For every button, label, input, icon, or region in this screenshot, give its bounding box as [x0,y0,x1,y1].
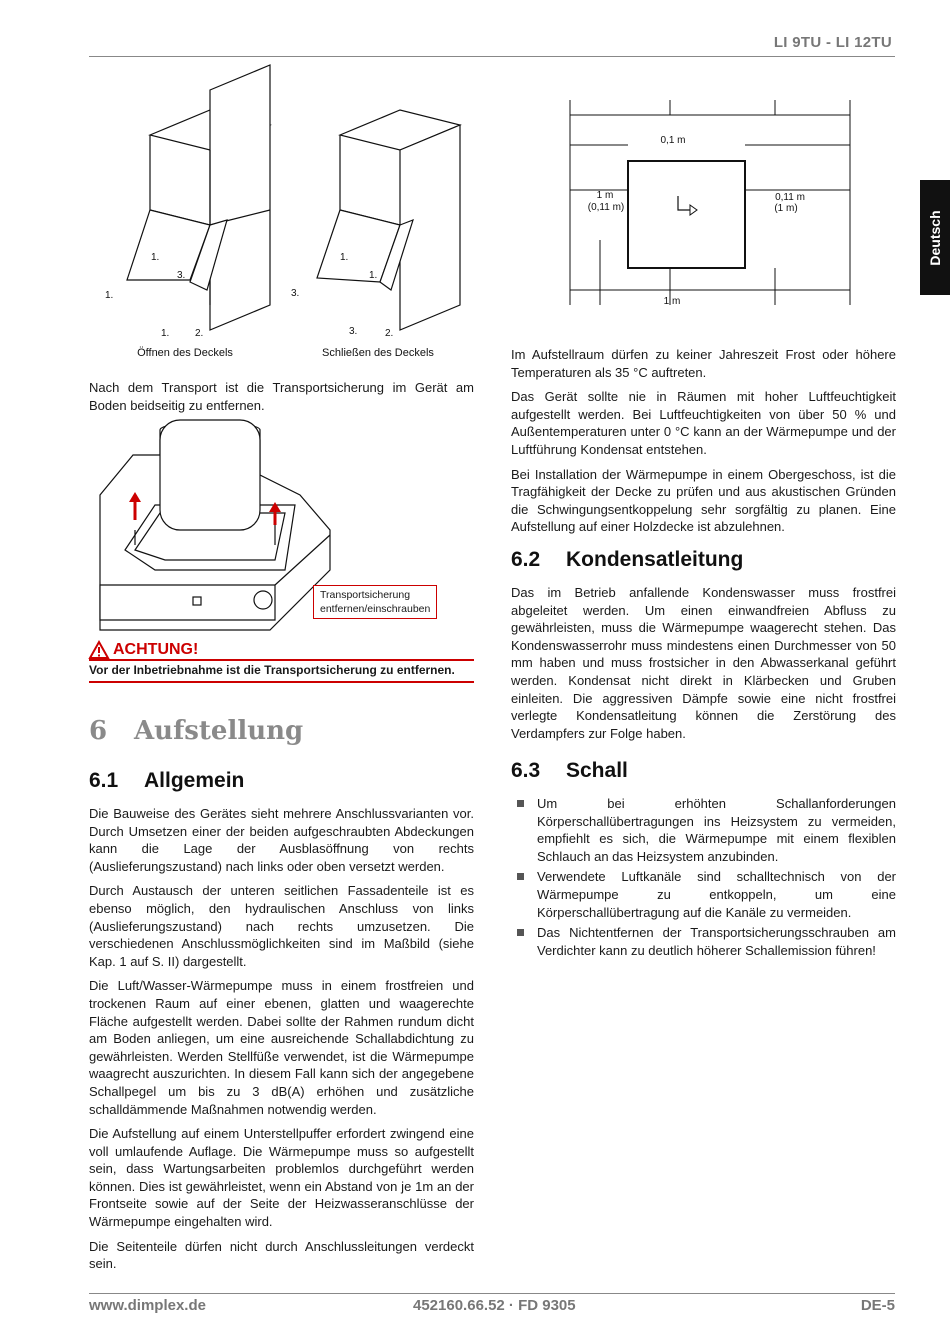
section-heading-6-1 [89,769,474,793]
clearance-right-2: (1 m) [774,203,798,214]
header-title: LI 9TU - LI 12TU [773,34,892,51]
language-tab [920,180,950,295]
section-6-2-body: Das im Betrieb anfallende Kondenswasser muss frostfrei abgeleitet werden. Um einen einwandfreien Abfluss zu gewährleisten, muss die Wärmepumpe waagerecht stehen. Das Kondenswasserrohr muss mindestens einen Durchmesser von 50 mm haben und muss frostsicher in den Abwasserkanal geführt werden. Kondensat nicht direkt in Klärbecken und Gruben einleiten. Die aggressiven Dämpfe sowie eine nicht frostfrei verlegte Kondensatleitung können die Zerstörung des Verdampfers zur Folge haben. [511,585,896,741]
bullet-square-icon [517,873,524,880]
heat-pump-close-drawing [317,110,460,330]
airflow-arrow-icon [678,196,690,210]
clearance-left-1: 1 m [596,190,614,201]
chapter-title: Aufstellung [134,716,304,746]
lid-figure [95,100,475,359]
footer-divider [89,1293,895,1294]
section-heading-6-2 [511,548,896,572]
section-title: Kondensatleitung [566,548,744,571]
warning-text: Vor der Inbetriebnahme ist die Transportsicherung zu entfernen. [89,663,455,677]
clearance-bottom: 1 m [663,296,681,307]
caption-open: Öffnen des Deckels [137,347,233,359]
section-number: 6.1 [89,769,119,792]
warning-rule [89,681,474,683]
step-label: 1. [161,328,170,339]
transport-intro: Nach dem Transport ist die Transportsicherung im Gerät am Boden beidseitig zu entfernen. [89,380,474,413]
step-label: 2. [195,328,204,339]
step-label: 1. [340,252,349,263]
transport-callout-line-2: entfernen/einschrauben [320,603,431,615]
sound-bullet-list [511,795,896,962]
clearance-right-1: 0,11 m [775,192,805,203]
chapter-heading [89,716,474,746]
language-tab-label: Deutsch [927,209,943,266]
footer-doc-number: 452160.66.52 · FD 9305 [413,1297,576,1314]
warning-title: ACHTUNG! [113,641,199,658]
list-item: Verwendete Luftkanäle sind schalltechnisch von der Wärmepumpe zu entkoppeln, um eine Körperschallübertragung auf die Kanäle zu vermeiden. [511,868,896,921]
bullet-square-icon [517,800,524,807]
transport-callout-line-1: Transportsicherung [320,589,411,601]
step-label: 3. [349,326,358,337]
paragraph: Bei Installation der Wärmepumpe in einem Obergeschoss, ist die Tragfähigkeit der Decke zu prüfen und aus akustischen Gründen die Schwingungsentkoppelung sehr sorgfältig zu planen. Eine Aufstellung auf einer Holzdecke ist abzulehnen. [511,466,896,535]
footer-website: www.dimplex.de [89,1297,206,1314]
step-label: 3. [291,288,300,299]
warning-triangle-icon [89,641,109,659]
section-number: 6.3 [511,759,541,782]
paragraph: Die Luft/Wasser-Wärmepumpe muss in einem frostfreien und trockenen Raum auf einer ebenen, glatten und waagerechte Fläche aufgestellt werden. Dabei sollte der Rahmen rundum dicht am Boden anliegen, um eine ausreichende Schallabdichtung zu gewährleisten. Werden Stellfüße verwendet, ist die Wärmepumpe waagrecht auszurichten. In diesem Fall kann sich der angegebene Schallpegel um bis zu 3 dB(A) erhöhen und zusätzliche schalldämmende Maßnahmen notwendig werden. [89,978,474,1117]
paragraph: Die Aufstellung auf einem Unterstellpuffer erfordert zwingend eine voll umlaufende Auflage. Die Wärmepumpe muss so aufgestellt sein, dass Wartungsarbeiten problemlos durchgeführt werden können. Dies ist gewährleistet, wenn ein Abstand von je 1m an der Frontseite sowie auf der Seite der Heizwasseranschlüsse der Wärmepumpe eingehalten wird. [89,1126,474,1230]
transport-callout [313,585,437,619]
unit-footprint [628,161,745,268]
caption-close: Schließen des Deckels [322,347,434,359]
list-item: Um bei erhöhten Schallanforderungen Körperschallübertragungen ins Heizsystem zu vermeiden, empfiehlt es sich, die Wärmepumpe mit einem flexiblen Schlauch an das Heizsystem anzubinden. [511,795,896,865]
right-intro-body [511,346,896,543]
warning-rule [89,659,474,661]
paragraph: Im Aufstellraum dürfen zu keiner Jahreszeit Frost oder höhere Temperaturen als 35 °C auftreten. [511,347,896,380]
paragraph: Durch Austausch der unteren seitlichen Fassadenteile ist es ebenso möglich, den hydraulischen Anschluss von links (Auslieferungszustand) nach rechts umzusetzen. Die verschiedenen Anschlussmöglichkeiten sind im Maßbild (siehe Kap. 1 auf S. II) dargestellt. [89,883,474,969]
paragraph: Das Gerät sollte nie in Räumen mit hoher Luftfeuchtigkeit aufgestellt werden. Bei Luftfeuchtigkeiten von über 50 % und Außentemperaturen unter 0 °C kann an der Wärmepumpe und der Luftführung Kondensat entstehen. [511,389,896,457]
step-label: 1. [105,290,114,301]
step-label: 2. [385,328,394,339]
list-item: Das Nichtentfernen der Transportsicherungsschrauben am Verdichter kann zu deutlich höherer Schallemission führen! [511,924,896,959]
heat-pump-open-drawing [127,65,270,330]
clearance-left-2: (0,11 m) [587,202,625,213]
section-title: Allgemein [144,769,245,792]
clearance-diagram [560,100,860,305]
step-label: 3. [177,270,186,281]
chapter-number: 6 [89,716,108,746]
header-divider [89,56,895,57]
footer-page-number: DE-5 [860,1297,895,1314]
paragraph: Die Bauweise des Gerätes sieht mehrere Anschlussvarianten vor. Durch Umsetzen einer der beiden aufgeschraubten Abdeckungen kann die Lage der Ausblasöffnung von rechts (Auslieferungszustand) nach links oder oben versetzt werden. [89,806,474,874]
warning-block [89,641,474,683]
paragraph: Die Seitenteile dürfen nicht durch Anschlussleitungen verdeckt sein. [89,1238,474,1272]
section-title: Schall [566,759,628,782]
section-number: 6.2 [511,548,541,571]
step-label: 1. [151,252,160,263]
bullet-square-icon [517,929,524,936]
section-6-1-body [89,805,474,1280]
section-heading-6-3 [511,759,896,783]
clearance-top: 0,1 m [660,135,686,146]
step-label: 1. [369,270,378,281]
